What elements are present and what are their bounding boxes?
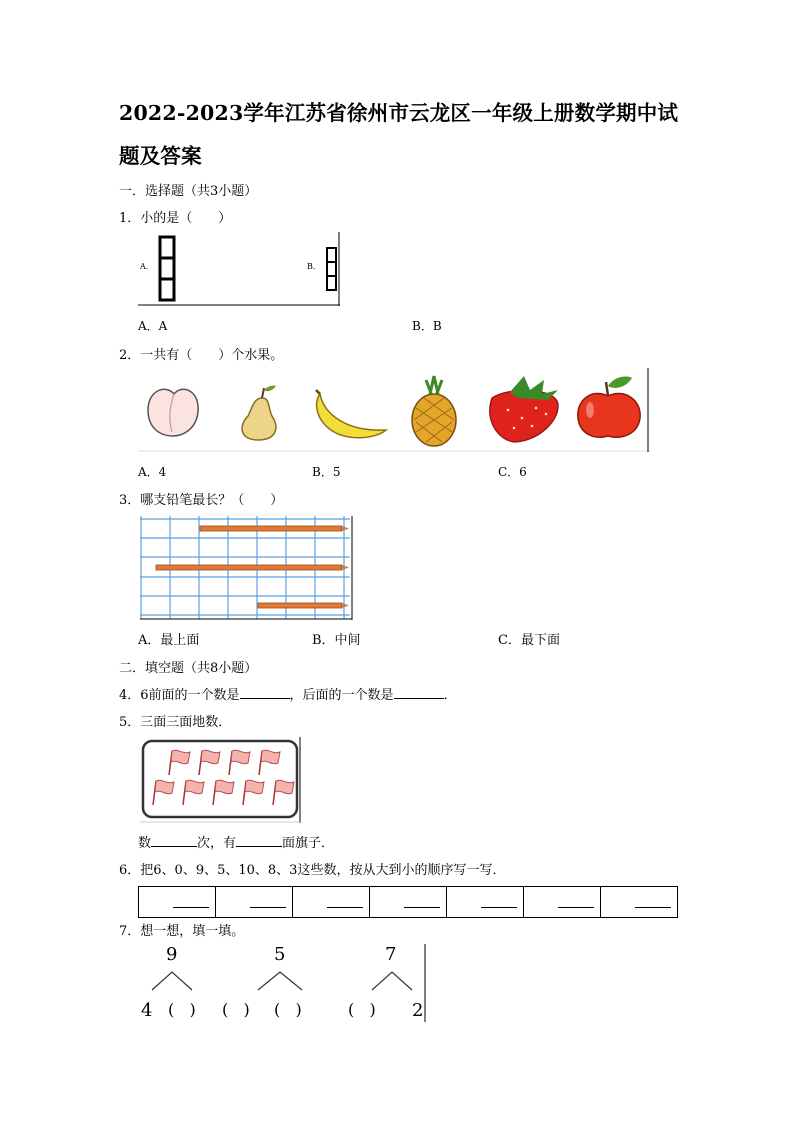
bond-3-top: 7 xyxy=(385,944,397,965)
question-4-part1: 4．6前面的一个数是 xyxy=(119,688,240,703)
bond-3-right: 2 xyxy=(412,1000,424,1021)
pencil-bottom xyxy=(258,603,349,608)
banana-icon xyxy=(316,390,386,438)
question-3-option-c[interactable]: C．最下面 xyxy=(498,633,560,648)
bond-3-left-blank[interactable]: ( ) xyxy=(348,1000,376,1019)
question-1-option-a[interactable]: A．A xyxy=(138,319,168,333)
question-7-stem: 7．想一想，填一填。 xyxy=(119,924,245,939)
bond-2-right-blank[interactable]: ( ) xyxy=(274,1000,302,1019)
flag-icon xyxy=(273,780,294,805)
question-3-pencil-grid xyxy=(140,516,354,620)
question-6-answer-table xyxy=(138,886,678,918)
figure-label-b: B. xyxy=(307,262,316,271)
question-2-option-c[interactable]: C．6 xyxy=(498,465,527,479)
pineapple-icon xyxy=(412,376,456,446)
bond-1-right-blank[interactable]: ( ) xyxy=(168,1000,196,1019)
question-4-part3: ． xyxy=(443,688,457,703)
bond-1-left: 4 xyxy=(141,1000,153,1021)
answer-cell[interactable] xyxy=(370,887,447,917)
pencil-top xyxy=(200,526,349,531)
answer-cell[interactable] xyxy=(216,887,293,917)
flag-icon xyxy=(183,780,204,805)
bond-2-left-blank[interactable]: ( ) xyxy=(222,1000,250,1019)
question-2-stem: 2．一共有（ ）个水果。 xyxy=(119,348,284,363)
peach-icon xyxy=(148,389,198,436)
pencil-middle xyxy=(156,565,349,570)
question-1-option-b[interactable]: B．B xyxy=(412,319,442,333)
question-3-option-b[interactable]: B．中间 xyxy=(312,633,361,648)
question-4-part2: ，后面的一个数是 xyxy=(289,688,394,703)
question-5-line xyxy=(138,832,334,851)
answer-blank-after[interactable] xyxy=(394,685,444,699)
page-title: 2022-2023学年江苏省徐州市云龙区一年级上册数学期中试 xyxy=(119,101,679,125)
question-1-stem: 1．小的是（ ） xyxy=(119,211,232,226)
answer-blank-count[interactable] xyxy=(151,833,197,847)
question-2-option-b[interactable]: B．5 xyxy=(312,465,341,479)
question-6-stem: 6．把6、0、9、5、10、8、3这些数，按从大到小的顺序写一写． xyxy=(119,863,506,878)
question-3-stem: 3．哪支铅笔最长？（ ） xyxy=(119,493,284,508)
flag-icon xyxy=(229,750,250,775)
flag-icon xyxy=(169,750,190,775)
question-5-part3: 面旗子． xyxy=(282,836,335,851)
answer-cell[interactable] xyxy=(447,887,524,917)
answer-blank-flags[interactable] xyxy=(236,833,282,847)
question-5-part1: 数 xyxy=(138,836,152,851)
answer-cell[interactable] xyxy=(139,887,216,917)
question-4-line xyxy=(119,684,457,703)
strawberry-icon xyxy=(490,376,558,442)
question-1-figure xyxy=(138,232,340,306)
flag-icon xyxy=(213,780,234,805)
pear-icon xyxy=(242,386,276,440)
question-5-flag-figure xyxy=(140,737,304,823)
flag-icon xyxy=(153,780,174,805)
question-5-stem: 5．三面三面地数． xyxy=(119,715,232,730)
apple-icon xyxy=(578,376,640,437)
section-heading-choice: 一．选择题（共3小题） xyxy=(119,184,258,199)
page-title-continued: 题及答案 xyxy=(119,144,202,168)
answer-cell[interactable] xyxy=(293,887,370,917)
bond-2-top: 5 xyxy=(274,944,286,965)
question-2-option-a[interactable]: A．4 xyxy=(138,465,167,479)
question-3-option-a[interactable]: A．最上面 xyxy=(138,633,200,648)
flag-icon xyxy=(243,780,264,805)
question-7-number-bonds xyxy=(138,944,428,1024)
question-2-fruit-figure xyxy=(138,368,650,452)
answer-blank-before[interactable] xyxy=(240,685,290,699)
question-5-part2: 次，有 xyxy=(197,836,237,851)
answer-cell[interactable] xyxy=(601,887,677,917)
flag-icon xyxy=(199,750,220,775)
answer-cell[interactable] xyxy=(524,887,601,917)
figure-label-a: A. xyxy=(140,262,149,271)
section-heading-fill: 二．填空题（共8小题） xyxy=(119,661,258,676)
bond-1-top: 9 xyxy=(166,944,178,965)
flag-icon xyxy=(259,750,280,775)
